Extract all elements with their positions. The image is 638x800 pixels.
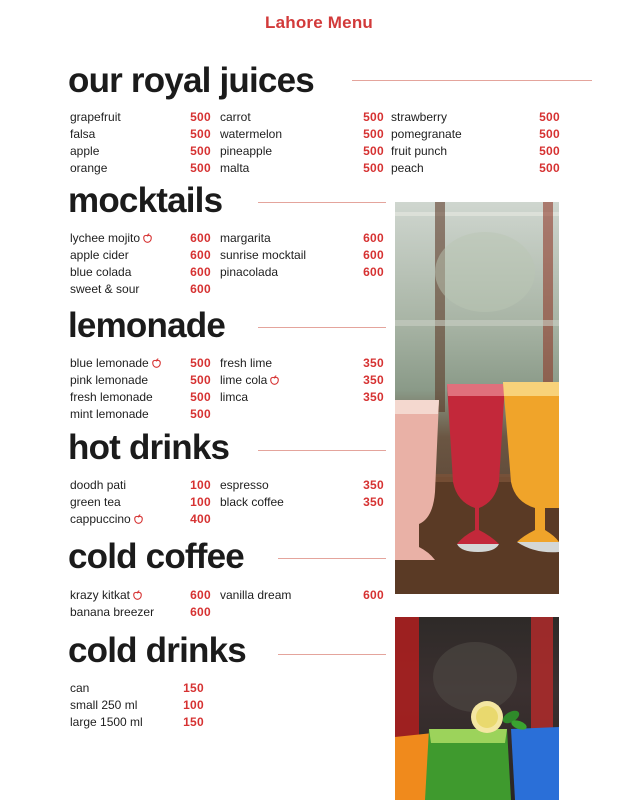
heading-rule <box>352 80 592 81</box>
menu-item-name <box>70 714 143 731</box>
menu-item <box>70 389 211 406</box>
menu-item <box>70 281 211 298</box>
menu-item <box>70 264 211 281</box>
menu-item-price: 500 <box>190 390 211 404</box>
menu-item-name <box>70 372 148 389</box>
menu-item-name <box>70 126 95 143</box>
menu-item-price: 350 <box>363 373 384 387</box>
menu-item-name <box>70 355 161 372</box>
menu-column <box>220 109 384 177</box>
menu-item <box>70 143 211 160</box>
menu-column <box>220 587 384 604</box>
heading-rule <box>258 450 386 451</box>
menu-item-label: black coffee <box>220 495 284 509</box>
page-title: Lahore Menu <box>265 13 373 32</box>
menu-item <box>70 680 204 697</box>
menu-item-label: malta <box>220 161 250 175</box>
menu-item-label: lychee mojito <box>70 231 141 245</box>
menu-item-label: pink lemonade <box>70 373 149 387</box>
menu-item-label: pomegranate <box>391 127 462 141</box>
menu-item-label: green tea <box>70 495 121 509</box>
heading-rule <box>258 327 386 328</box>
menu-column <box>391 109 560 177</box>
menu-item-label: pinacolada <box>220 265 279 279</box>
menu-item-label: margarita <box>220 231 271 245</box>
menu-item-label: blue lemonade <box>70 356 149 370</box>
menu-item-price: 500 <box>363 127 384 141</box>
menu-item <box>70 477 211 494</box>
menu-item-name <box>220 143 272 160</box>
menu-item <box>220 247 384 264</box>
menu-item <box>220 587 384 604</box>
menu-item-price: 500 <box>539 127 560 141</box>
section-heading-hot-drinks: hot drinks <box>68 428 230 467</box>
apple-icon <box>152 358 161 368</box>
menu-item <box>70 587 211 604</box>
menu-item-price: 150 <box>183 715 204 729</box>
menu-column <box>70 355 211 423</box>
section-heading-lemonade: lemonade <box>68 306 225 345</box>
menu-item-label: banana breezer <box>70 605 155 619</box>
menu-item-name <box>70 109 121 126</box>
menu-item-price: 500 <box>190 127 211 141</box>
menu-item-label: grapefruit <box>70 110 121 124</box>
menu-item <box>70 511 211 528</box>
menu-item-name <box>220 477 269 494</box>
menu-item-name <box>220 230 271 247</box>
menu-item-label: can <box>70 681 90 695</box>
menu-item-name <box>220 264 278 281</box>
menu-item-name <box>70 494 121 511</box>
menu-item-label: cappuccino <box>70 512 131 526</box>
menu-item-name <box>220 587 291 604</box>
menu-item-name <box>220 160 249 177</box>
menu-item-label: pineapple <box>220 144 273 158</box>
menu-item-name <box>391 160 424 177</box>
menu-item-label: lime cola <box>220 373 268 387</box>
menu-item-label: strawberry <box>391 110 448 124</box>
menu-item-label: krazy kitkat <box>70 588 131 602</box>
menu-column <box>70 477 211 528</box>
menu-item-price: 600 <box>190 605 211 619</box>
menu-item-label: sunrise mocktail <box>220 248 307 262</box>
menu-item <box>220 264 384 281</box>
menu-item-price: 150 <box>183 681 204 695</box>
menu-item <box>220 494 384 511</box>
apple-icon <box>133 590 142 600</box>
menu-item-label: watermelon <box>220 127 283 141</box>
menu-item-price: 500 <box>539 161 560 175</box>
menu-item-name <box>391 126 462 143</box>
menu-item-name <box>391 109 447 126</box>
menu-item <box>391 126 560 143</box>
menu-item-price: 100 <box>190 495 211 509</box>
menu-item-name <box>70 389 153 406</box>
menu-item <box>70 372 211 389</box>
menu-item <box>220 372 384 389</box>
menu-item-label: fresh lime <box>220 356 273 370</box>
menu-item-name <box>220 247 306 264</box>
menu-column <box>220 355 384 406</box>
menu-item <box>70 714 204 731</box>
menu-item-name <box>220 494 284 511</box>
menu-item-price: 600 <box>190 588 211 602</box>
menu-item-price: 100 <box>183 698 204 712</box>
section-heading-mocktails: mocktails <box>68 181 223 220</box>
menu-item <box>70 160 211 177</box>
menu-item-name <box>220 389 248 406</box>
menu-column <box>220 477 384 511</box>
menu-item-label: small 250 ml <box>70 698 138 712</box>
mojito-glasses-photo <box>395 617 559 800</box>
menu-item-price: 600 <box>190 282 211 296</box>
juice-glasses-photo <box>395 202 559 594</box>
menu-item-name <box>70 160 107 177</box>
menu-item-name <box>70 247 129 264</box>
menu-item-name <box>220 109 251 126</box>
menu-item-label: fruit punch <box>391 144 448 158</box>
menu-item-price: 500 <box>190 407 211 421</box>
menu-item-price: 400 <box>190 512 211 526</box>
menu-item <box>70 355 211 372</box>
menu-item-label: espresso <box>220 478 269 492</box>
menu-item-price: 600 <box>190 248 211 262</box>
menu-item-price: 500 <box>539 144 560 158</box>
menu-column <box>70 680 204 731</box>
menu-item-label: fresh lemonade <box>70 390 153 404</box>
menu-item <box>391 160 560 177</box>
menu-item-label: blue colada <box>70 265 132 279</box>
menu-item-label: apple cider <box>70 248 129 262</box>
menu-item-price: 500 <box>363 144 384 158</box>
menu-item <box>391 109 560 126</box>
apple-icon <box>143 233 152 243</box>
apple-icon <box>134 514 143 524</box>
menu-item <box>220 477 384 494</box>
menu-item-label: falsa <box>70 127 96 141</box>
menu-item-label: limca <box>220 390 249 404</box>
menu-item-price: 500 <box>190 373 211 387</box>
menu-column <box>70 587 211 621</box>
menu-item <box>220 355 384 372</box>
menu-item-price: 500 <box>363 161 384 175</box>
menu-item-price: 350 <box>363 478 384 492</box>
menu-item-name <box>220 126 282 143</box>
menu-item-price: 500 <box>190 161 211 175</box>
section-heading-cold-drinks: cold drinks <box>68 631 246 670</box>
menu-item-name <box>70 264 131 281</box>
section-heading-juices: our royal juices <box>68 61 314 100</box>
menu-item-name <box>70 511 143 528</box>
menu-item-price: 350 <box>363 495 384 509</box>
apple-icon <box>270 375 279 385</box>
menu-item-label: doodh pati <box>70 478 127 492</box>
menu-item <box>70 406 211 423</box>
menu-item-price: 350 <box>363 390 384 404</box>
menu-item-name <box>70 230 152 247</box>
menu-item-price: 600 <box>190 231 211 245</box>
menu-item-name <box>70 477 126 494</box>
menu-item-name <box>70 406 149 423</box>
menu-item-label: mint lemonade <box>70 407 149 421</box>
menu-item <box>70 494 211 511</box>
menu-item-name <box>70 604 154 621</box>
menu-item-price: 500 <box>190 110 211 124</box>
menu-item-label: carrot <box>220 110 251 124</box>
menu-item-name <box>70 143 99 160</box>
heading-rule <box>258 202 386 203</box>
menu-item-name <box>70 697 137 714</box>
menu-item-price: 600 <box>363 588 384 602</box>
menu-item-label: orange <box>70 161 108 175</box>
menu-item <box>70 126 211 143</box>
menu-item-name <box>70 587 142 604</box>
menu-item-label: peach <box>391 161 424 175</box>
menu-item-price: 500 <box>190 356 211 370</box>
menu-item <box>220 389 384 406</box>
section-heading-cold-coffee: cold coffee <box>68 537 244 576</box>
menu-item-price: 500 <box>190 144 211 158</box>
menu-item <box>70 247 211 264</box>
menu-item-price: 600 <box>363 248 384 262</box>
menu-item-price: 500 <box>363 110 384 124</box>
menu-item <box>70 109 211 126</box>
menu-item-label: sweet & sour <box>70 282 140 296</box>
heading-rule <box>278 654 386 655</box>
menu-column <box>70 230 211 298</box>
menu-item <box>220 126 384 143</box>
menu-item-name <box>391 143 447 160</box>
menu-item <box>70 230 211 247</box>
menu-item-price: 500 <box>539 110 560 124</box>
menu-item-label: apple <box>70 144 100 158</box>
menu-item <box>70 604 211 621</box>
menu-item-name <box>220 372 279 389</box>
menu-column <box>220 230 384 281</box>
heading-rule <box>278 558 386 559</box>
menu-item-price: 600 <box>190 265 211 279</box>
menu-item-price: 600 <box>363 231 384 245</box>
menu-item-label: large 1500 ml <box>70 715 143 729</box>
menu-item <box>220 143 384 160</box>
menu-item-label: vanilla dream <box>220 588 292 602</box>
menu-column <box>70 109 211 177</box>
menu-item-name <box>220 355 272 372</box>
menu-item <box>220 109 384 126</box>
menu-item <box>70 697 204 714</box>
menu-item-price: 600 <box>363 265 384 279</box>
menu-item-price: 350 <box>363 356 384 370</box>
menu-item-name <box>70 281 139 298</box>
menu-item <box>391 143 560 160</box>
menu-item <box>220 160 384 177</box>
menu-item <box>220 230 384 247</box>
menu-item-name <box>70 680 89 697</box>
menu-item-price: 100 <box>190 478 211 492</box>
